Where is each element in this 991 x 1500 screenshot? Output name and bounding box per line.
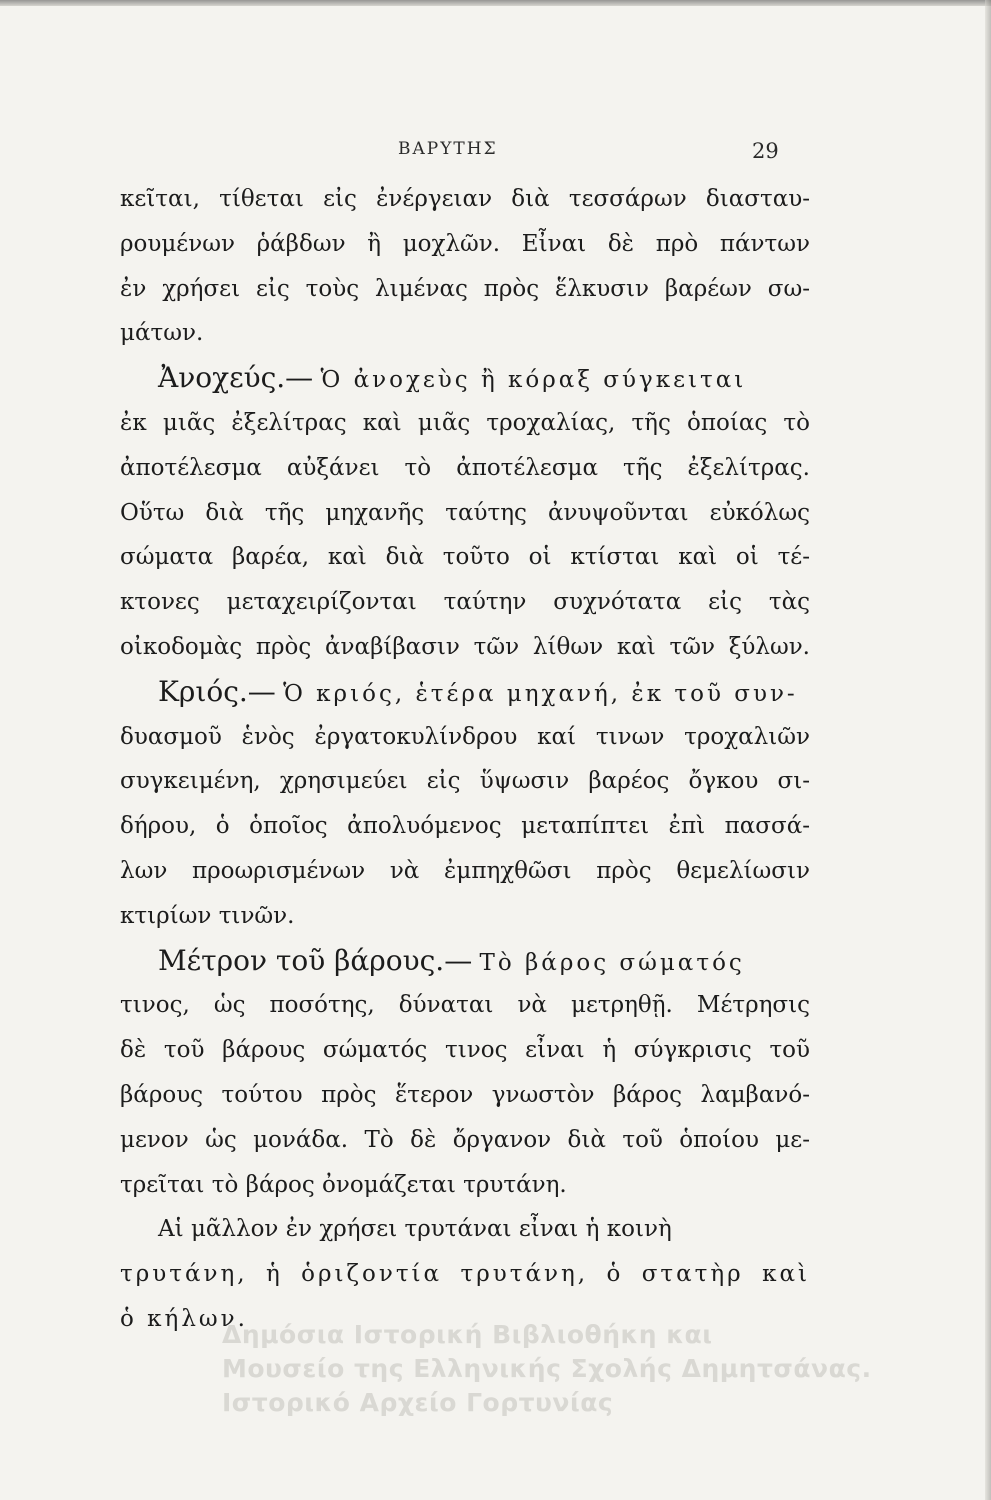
text-line: οἰκοδομὰς πρὸς ἀναβίβασιν τῶν λίθων καὶ τῶν ξύλων.: [120, 633, 810, 660]
paragraph-anocheus: [120, 356, 810, 401]
text-line: τρεῖται τὸ βάρος ὀνομάζεται τρυτάνη.: [120, 1171, 567, 1198]
text-line: ρουμένων ῥάβδων ἢ μοχλῶν. Εἶναι δὲ πρὸ πάντων: [120, 230, 810, 257]
section-term-anocheus: Ἀνοχεύς.—: [158, 361, 314, 395]
watermark-line: Ιστορικό Αρχείο Γορτυνίας: [222, 1388, 614, 1417]
text-line: λων προωρισμένων νὰ ἐμπηχθῶσι πρὸς θεμελίωσιν: [120, 857, 810, 884]
text-line: μενον ὡς μονάδα. Τὸ δὲ ὄργανον διὰ τοῦ ὁποίου με-: [120, 1126, 810, 1153]
text-line: ὁ κήλων.: [120, 1305, 248, 1332]
text-line: Οὕτω διὰ τῆς μηχανῆς ταύτης ἀνυψοῦνται εὐκόλως: [120, 499, 810, 526]
running-head: [0, 139, 991, 169]
paragraph-metron: [120, 939, 810, 984]
text-line: τινος, ὡς ποσότης, δύναται νὰ μετρηθῇ. Μέτρησις: [120, 992, 810, 1019]
scan-top-edge: [0, 0, 991, 6]
text-line: δήρου, ὁ ὁποῖος ἀπολυόμενος μεταπίπτει ἐπὶ πασσά-: [120, 813, 810, 840]
body-text: [120, 177, 810, 1342]
text-line: Ὁ κριός, ἑτέρα μηχανή, ἐκ τοῦ συν-: [283, 680, 798, 707]
text-line: συγκειμένη, χρησιμεύει εἰς ὕψωσιν βαρέος ὄγκου σι-: [120, 768, 810, 795]
watermark-line: Μουσείο της Ελληνικής Σχολής Δημητσάνας.: [222, 1354, 872, 1383]
page-number: 29: [752, 139, 779, 163]
text-line: τρυτάνη, ἡ ὁριζοντία τρυτάνη, ὁ στατὴρ καὶ: [120, 1261, 810, 1288]
text-line: δυασμοῦ ἑνὸς ἐργατοκυλίνδρου καί τινων τροχαλιῶν: [120, 723, 810, 750]
text-line: βάρους τούτου πρὸς ἕτερον γνωστὸν βάρος λαμβανό-: [120, 1081, 810, 1108]
text-line: ἀποτέλεσμα αὐξάνει τὸ ἀποτέλεσμα τῆς ἐξελίτρας.: [120, 454, 810, 481]
text-line: Ὁ ἀνοχεὺς ἢ κόραξ σύγκειται: [320, 367, 747, 394]
text-line: Τὸ βάρος σώματός: [479, 949, 745, 976]
text-line: μάτων.: [120, 320, 204, 347]
section-term-krios: Κριός.—: [158, 674, 276, 708]
text-line: κεῖται, τίθεται εἰς ἐνέργειαν διὰ τεσσάρων διασταυ-: [120, 186, 810, 212]
watermark-line: Δημόσια Ιστορική Βιβλιοθήκη και: [222, 1320, 713, 1349]
scan-right-edge: [985, 0, 991, 1500]
text-line: Αἱ μᾶλλον ἐν χρήσει τρυτάναι εἶναι ἡ κοινὴ: [158, 1216, 672, 1243]
text-line: δὲ τοῦ βάρους σώματός τινος εἶναι ἡ σύγκρισις τοῦ: [120, 1037, 810, 1064]
section-term-metron: Μέτρον τοῦ βάρους.—: [158, 943, 473, 977]
paragraph-krios: [120, 670, 810, 715]
text-line: κτονες μεταχειρίζονται ταύτην συχνότατα εἰς τὰς: [120, 589, 810, 616]
text-line: σώματα βαρέα, καὶ διὰ τοῦτο οἱ κτίσται καὶ οἱ τέ-: [120, 544, 810, 571]
text-line: ἐν χρήσει εἰς τοὺς λιμένας πρὸς ἕλκυσιν βαρέων σω-: [120, 275, 810, 302]
text-line: κτιρίων τινῶν.: [120, 902, 295, 929]
library-watermark: [222, 1318, 962, 1420]
running-title: ΒΑΡΥΤΗΣ: [398, 139, 498, 159]
text-line: ἐκ μιᾶς ἐξελίτρας καὶ μιᾶς τροχαλίας, τῆς ὁποίας τὸ: [120, 409, 810, 436]
